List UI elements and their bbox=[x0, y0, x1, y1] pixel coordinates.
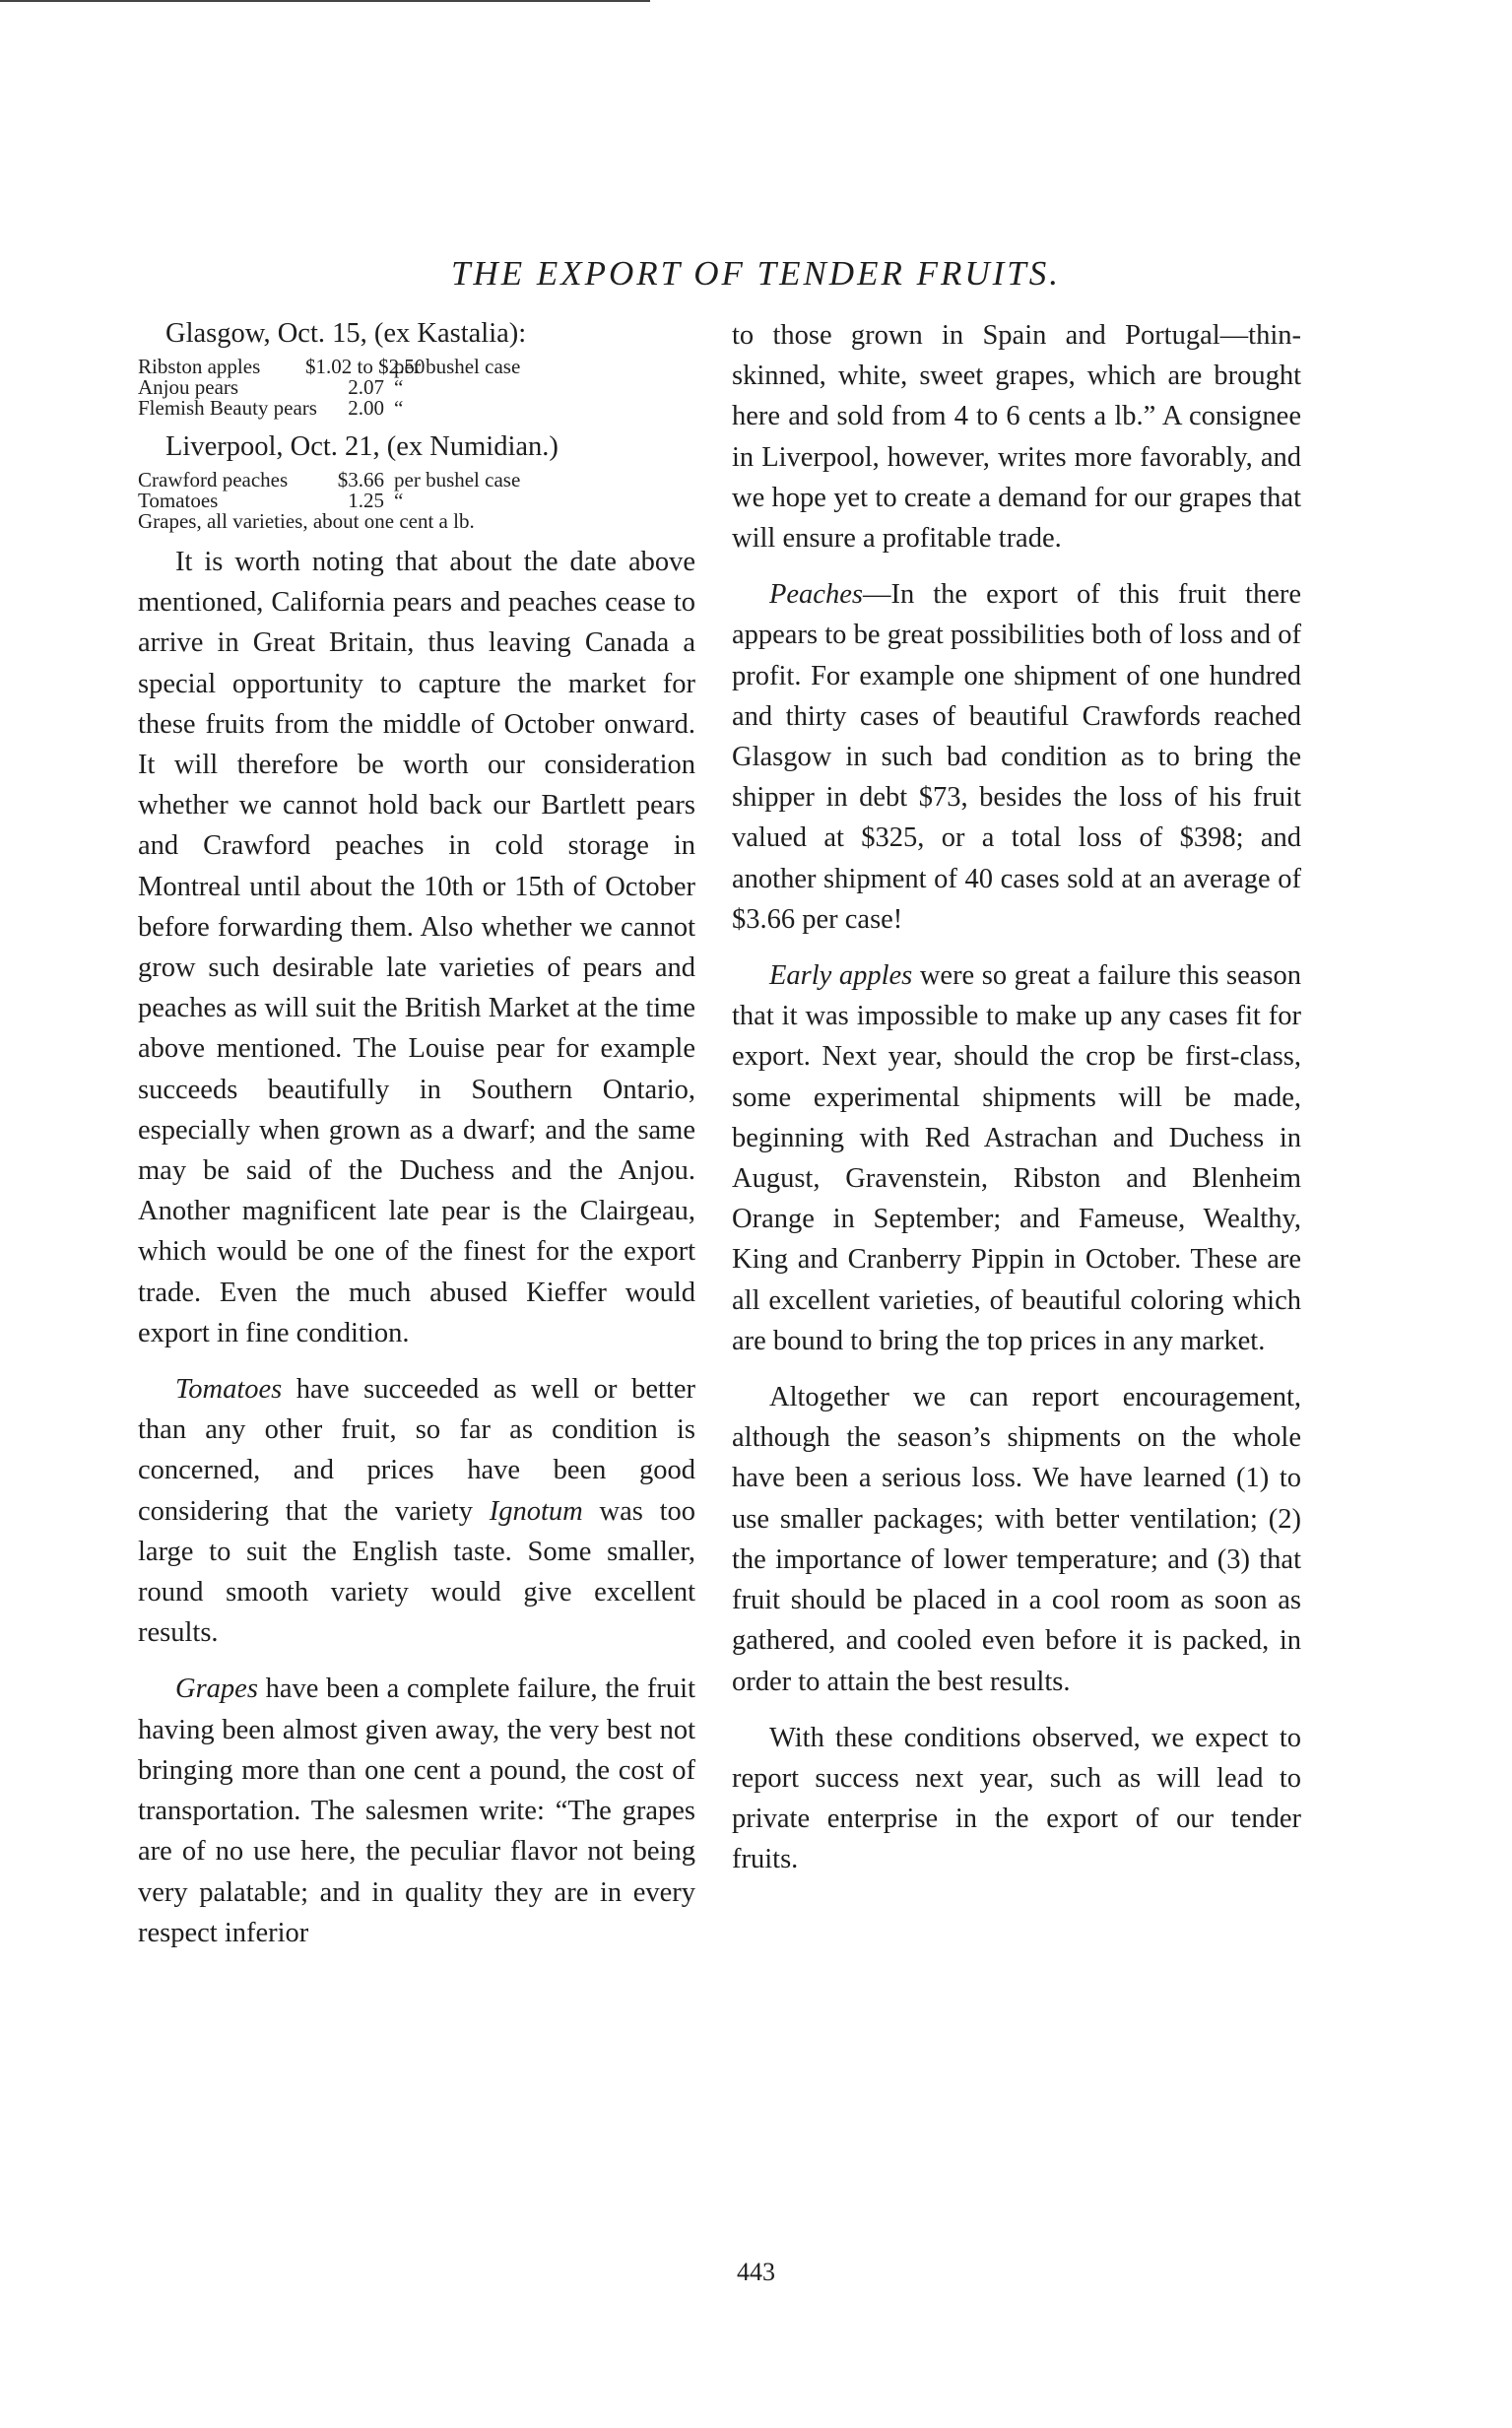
shipment-table-glasgow bbox=[138, 357, 695, 419]
shipment-unit: per bushel case bbox=[394, 468, 521, 492]
shipment-row bbox=[138, 491, 695, 511]
paragraph-grapes: Grapes have been a complete failure, the fruit having been almost given away, the very best not bringing more than one cent a pound, the cost of transportation. The salesmen write: “The grapes are of no use here, the peculiar flavor not being very palatable; and in quality they are in every respect inferior bbox=[138, 1673, 695, 1948]
paragraph-california: It is worth noting that about the date above mentioned, California pears and peaches cease to arrive in Great Britain, thus leaving Canada a special opportunity to capture the market for these fruits from the middle of October onward. It will therefore be worth our consideration whether we cannot hold back our Bartlett pears and Crawford peaches in cold storage in Montreal until about the 10th or 15th of October before forwarding them. Also whether we cannot grow such desirable late varieties of pears and peaches as will suit the British Market at the time above mentioned. The Louise pear for example succeeds beautifully in Southern Ontario, especially when grown as a dwarf; and the same may be said of the Duchess and the Anjou. Another magnificent late pear is the Clairgeau, which would be one of the finest for the export trade. Even the much abused Kieffer would export in fine condition. bbox=[138, 547, 695, 1348]
shipment-row bbox=[138, 357, 695, 377]
shipment-price: $1.02 to $2.50 bbox=[305, 355, 426, 378]
paragraph-early-apples: Early apples were so great a failure this season that it was impossible to make up any cases fit for export. Next year, should the crop be first-class, some experimental shipments will be made, beginning with Red Astrachan and Duchess in August, Gravenstein, Ribston and Blenheim Orange in September; and Fameuse, Wealthy, King and Cranberry Pippin in October. These are all excellent varieties, of beautiful coloring which are bound to bring the top prices in any market. bbox=[732, 960, 1301, 1356]
paragraph-grapes-continued: to those grown in Spain and Portugal—thin-skinned, white, sweet grapes, which are brought here and sold from 4 to 6 cents a lb.” A consignee in Liverpool, however, writes more favorably, and we hope yet to create a demand for our grapes that will ensure a profitable trade. bbox=[732, 320, 1301, 555]
shipment-unit: “ bbox=[394, 489, 404, 512]
paragraph-altogether: Altogether we can report encouragement, although the season’s shipments on the whole have been a serious loss. We have learned (1) to use smaller packages; with better ventilation; (2) the importance of lower temperature; and (3) that fruit should be placed in a cool room as soon as gathered, and cooled even before it is packed, in order to attain the best results. bbox=[732, 1382, 1301, 1697]
shipment-item: Crawford peaches bbox=[138, 468, 289, 492]
shipment-item: Tomatoes bbox=[138, 489, 219, 512]
shipment-note: Grapes, all varieties, about one cent a lb. bbox=[138, 509, 475, 533]
shipment-price: 2.00 bbox=[348, 396, 384, 420]
shipment-price: $3.66 bbox=[337, 468, 384, 492]
shipment-unit: “ bbox=[394, 375, 404, 399]
lead-peaches: Peaches bbox=[769, 579, 863, 611]
lead-early-apples: Early apples bbox=[769, 960, 913, 992]
shipment-heading-liverpool: Liverpool, Oct. 21, (ex Numidian.) bbox=[165, 431, 559, 462]
page-number: 443 bbox=[737, 2258, 775, 2286]
shipment-note-row bbox=[138, 511, 695, 532]
shipment-unit: per bushel case bbox=[394, 355, 521, 378]
shipment-row bbox=[138, 398, 695, 419]
paragraph-tomatoes: Tomatoes have succeeded as well or better than any other fruit, so far as condition is concerned, and prices have been good considering that the variety Ignotum was too large to suit the English taste. Some smaller, round smooth variety would give excellent results. bbox=[138, 1374, 695, 1649]
variety-ignotum: Ignotum bbox=[489, 1495, 583, 1527]
shipment-item: Ribston apples bbox=[138, 355, 261, 378]
shipment-row bbox=[138, 377, 695, 398]
shipment-row bbox=[138, 470, 695, 491]
shipment-item: Anjou pears bbox=[138, 375, 239, 399]
shipment-item: Flemish Beauty pears bbox=[138, 396, 317, 420]
lead-grapes: Grapes bbox=[175, 1673, 258, 1705]
left-column bbox=[138, 315, 695, 1969]
page-title: THE EXPORT OF TENDER FRUITS. bbox=[450, 254, 1062, 293]
shipment-price: 1.25 bbox=[348, 489, 384, 512]
shipment-table-liverpool bbox=[138, 470, 695, 532]
right-column bbox=[732, 315, 1301, 1896]
lead-tomatoes: Tomatoes bbox=[175, 1374, 283, 1406]
top-rule bbox=[0, 0, 650, 2]
shipment-unit: “ bbox=[394, 396, 404, 420]
shipment-price: 2.07 bbox=[348, 375, 384, 399]
paragraph-conclusion: With these conditions observed, we expect to report success next year, such as will lead to private enterprise in the export of our tender fruits. bbox=[732, 1722, 1301, 1875]
paragraph-peaches: Peaches—In the export of this fruit there appears to be great possibilities both of loss and of profit. For example one shipment of one hundred and thirty cases of beautiful Crawfords reached Glasgow in such bad condition as to bring the shipper in debt $73, besides the loss of his fruit valued at $325, or a total loss of $398; and another shipment of 40 cases sold at an average of $3.66 per case! bbox=[732, 579, 1301, 935]
shipment-heading-glasgow: Glasgow, Oct. 15, (ex Kastalia): bbox=[165, 318, 527, 349]
